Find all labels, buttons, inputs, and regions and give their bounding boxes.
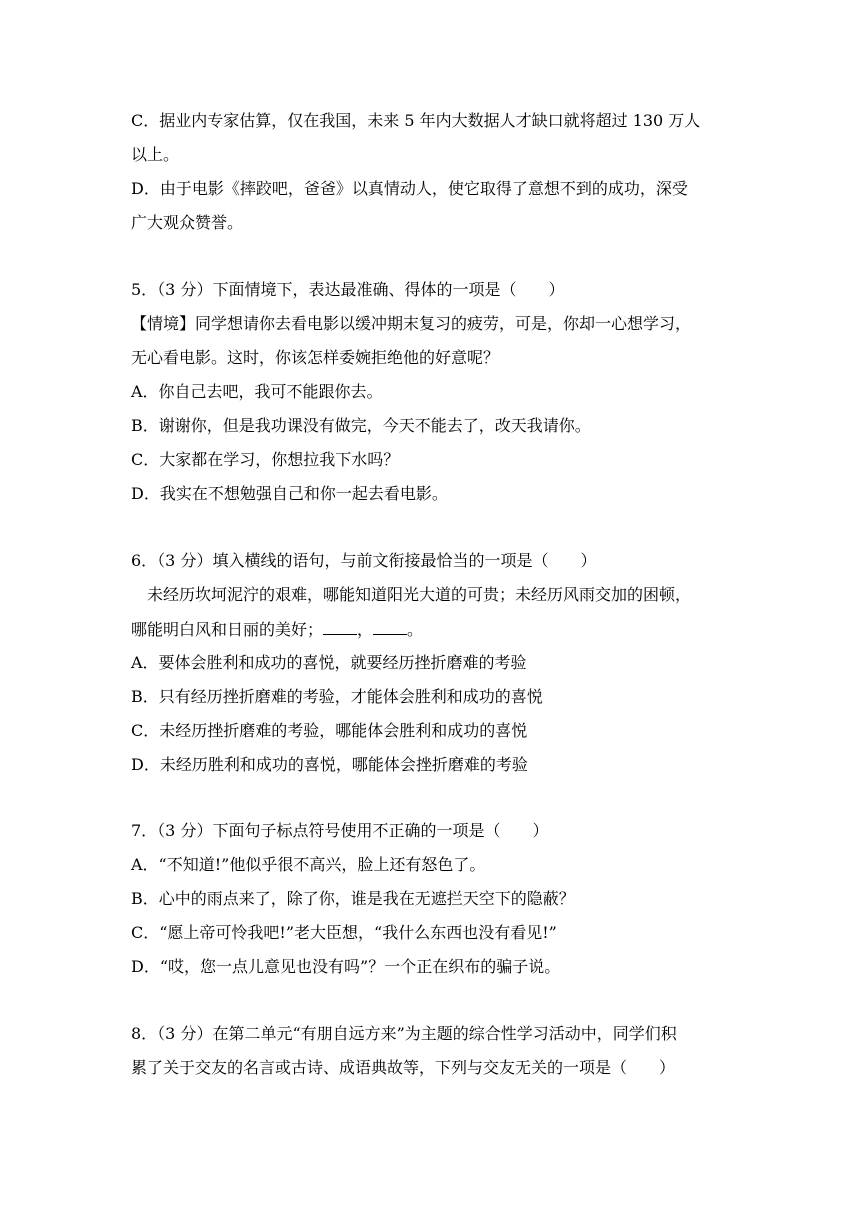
q6-passage-line2: [131, 618, 741, 641]
q4-option-d-line2: 广大观众赞誉。: [131, 213, 244, 232]
q6-passage-prefix: 哪能明白风和日丽的美好；: [131, 620, 324, 639]
q7-option-a: A．“不知道!”他似乎很不高兴，脸上还有怒色了。: [131, 855, 486, 874]
q6-option-d: D．未经历胜利和成功的喜悦，哪能体会挫折磨难的考验: [131, 755, 528, 774]
q7-option-b: B．心中的雨点来了，除了你，谁是我在无遮拦天空下的隐蔽？: [131, 889, 575, 908]
q7-option-c: C．“愿上帝可怜我吧!”老大臣想，“我什么东西也没有看见!”: [131, 923, 557, 942]
q8-stem-line2: 累了关于交友的名言或古诗、成语典故等，下列与交友无关的一项是（ ）: [131, 1058, 676, 1077]
q5-stem: 5．（3 分）下面情境下，表达最准确、得体的一项是（ ）: [131, 280, 565, 299]
q4-option-d-line1: D．由于电影《摔跤吧，爸爸》以真情动人，使它取得了意想不到的成功，深受: [131, 179, 688, 198]
q6-fill-blank-2: [373, 618, 407, 635]
q6-fill-blank-1: [323, 618, 357, 635]
q5-option-c: C．大家都在学习，你想拉我下水吗？: [131, 450, 400, 469]
q6-option-b: B．只有经历挫折磨难的考验，才能体会胜利和成功的喜悦: [131, 687, 543, 706]
q6-option-c: C．未经历挫折磨难的考验，哪能体会胜利和成功的喜悦: [131, 721, 528, 740]
q4-option-c-line2: 以上。: [131, 145, 180, 164]
q7-option-d: D．“哎，您一点儿意见也没有吗”？一个正在织布的骗子说。: [131, 957, 561, 976]
q5-context-line1: 【情境】同学想请你去看电影以缓冲期末复习的疲劳，可是，你却一心想学习，: [131, 314, 692, 333]
q6-option-a: A．要体会胜利和成功的喜悦，就要经历挫折磨难的考验: [131, 653, 527, 672]
q6-passage-separator: ，: [357, 620, 374, 639]
q8-stem-line1: 8．（3 分）在第二单元“有朋自远方来”为主题的综合性学习活动中，同学们积: [131, 1024, 677, 1043]
q5-option-b: B．谢谢你，但是我功课没有做完，今天不能去了，改天我请你。: [131, 416, 591, 435]
q5-option-a: A．你自己去吧，我可不能跟你去。: [131, 382, 383, 401]
q7-stem: 7．（3 分）下面句子标点符号使用不正确的一项是（ ）: [131, 821, 549, 840]
q6-passage-suffix: 。: [407, 620, 424, 639]
q6-stem: 6．（3 分）填入横线的语句，与前文衔接最恰当的一项是（ ）: [131, 551, 597, 570]
q6-passage-line1: 未经历坎坷泥泞的艰难，哪能知道阳光大道的可贵；未经历风雨交加的困顿，: [147, 585, 692, 604]
q4-option-c-line1: C．据业内专家估算，仅在我国，未来 5 年内大数据人才缺口就将超过 130 万人: [131, 111, 701, 130]
q5-option-d: D．我实在不想勉强自己和你一起去看电影。: [131, 484, 448, 503]
q5-context-line2: 无心看电影。这时，你该怎样委婉拒绝他的好意呢？: [131, 348, 500, 367]
